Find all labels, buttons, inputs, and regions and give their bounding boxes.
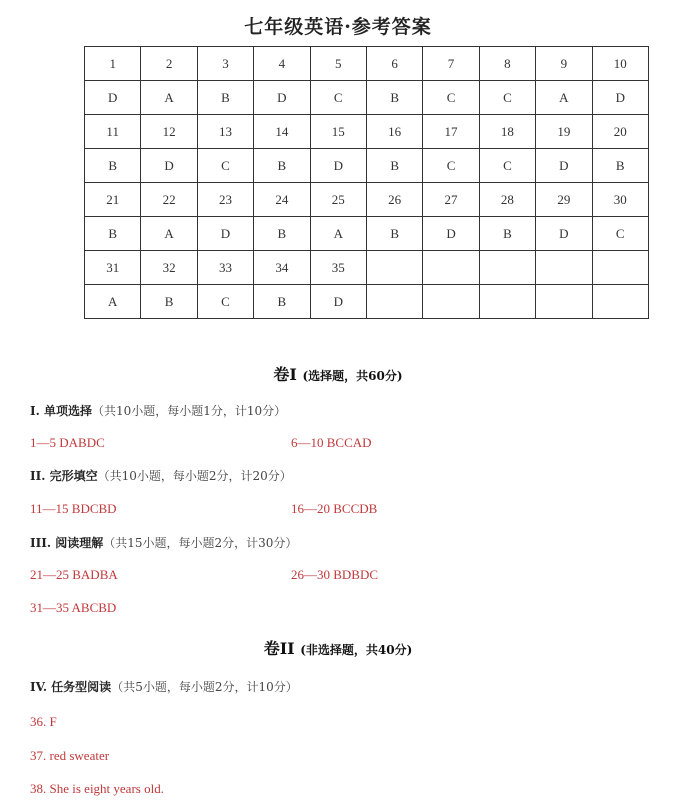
table-cell: D — [536, 217, 592, 251]
answer-line: 16—20 BCCDB — [291, 501, 378, 516]
table-cell: B — [254, 149, 310, 183]
table-row — [85, 47, 649, 81]
section-note: （共5小题，每小题2分，计10分） — [111, 680, 298, 694]
answer-line: 36. F — [30, 714, 57, 729]
table-cell: 2 — [141, 47, 197, 81]
table-cell — [592, 251, 648, 285]
table-cell: 20 — [592, 115, 648, 149]
table-cell: 34 — [254, 251, 310, 285]
table-cell: B — [254, 285, 310, 319]
table-cell: 17 — [423, 115, 479, 149]
page-title: 七年级英语·参考答案 — [244, 16, 432, 38]
table-cell: C — [310, 81, 366, 115]
table-row — [85, 149, 649, 183]
table-cell: 16 — [366, 115, 422, 149]
table-cell: B — [366, 217, 422, 251]
table-cell: C — [479, 81, 535, 115]
part2-heading-main: 卷II — [263, 639, 295, 658]
table-cell: 4 — [254, 47, 310, 81]
part1-heading-note: (选择题，共60分) — [302, 369, 403, 383]
table-cell: 10 — [592, 47, 648, 81]
table-cell: 13 — [197, 115, 253, 149]
table-cell: B — [479, 217, 535, 251]
table-cell: B — [197, 81, 253, 115]
table-cell: 11 — [85, 115, 141, 149]
table-cell: D — [536, 149, 592, 183]
table-cell: 7 — [423, 47, 479, 81]
table-cell: D — [197, 217, 253, 251]
table-cell: D — [592, 81, 648, 115]
table-cell: 1 — [85, 47, 141, 81]
table-cell: 14 — [254, 115, 310, 149]
table-cell: 28 — [479, 183, 535, 217]
section-title-text: III. 阅读理解 — [30, 536, 104, 550]
table-cell: D — [423, 217, 479, 251]
table-cell: D — [141, 149, 197, 183]
part2-heading — [0, 636, 676, 659]
table-cell: B — [366, 81, 422, 115]
table-cell: 9 — [536, 47, 592, 81]
table-row — [85, 183, 649, 217]
part2-heading-note: (非选择题，共40分) — [300, 643, 413, 657]
section-2-title — [30, 467, 292, 484]
table-row — [85, 251, 649, 285]
section-3-title — [30, 534, 297, 551]
answer-line: 37. red sweater — [30, 748, 110, 763]
table-cell: B — [254, 217, 310, 251]
table-cell — [536, 285, 592, 319]
answer-line: 31—35 ABCBD — [30, 600, 117, 615]
table-cell: 22 — [141, 183, 197, 217]
answer-line: 26—30 BDBDC — [291, 567, 379, 582]
table-cell: 15 — [310, 115, 366, 149]
table-cell — [479, 251, 535, 285]
table-cell: 27 — [423, 183, 479, 217]
table-cell: 3 — [197, 47, 253, 81]
table-cell: A — [85, 285, 141, 319]
table-cell: 18 — [479, 115, 535, 149]
table-cell: C — [423, 81, 479, 115]
answer-line: 11—15 BDCBD — [30, 501, 117, 516]
table-cell: 32 — [141, 251, 197, 285]
table-cell: B — [141, 285, 197, 319]
table-cell — [423, 251, 479, 285]
table-cell: 31 — [85, 251, 141, 285]
section-note: （共10小题，每小题2分，计20分） — [97, 469, 292, 483]
table-cell: 25 — [310, 183, 366, 217]
table-cell: 21 — [85, 183, 141, 217]
table-cell: 5 — [310, 47, 366, 81]
part1-heading-main: 卷I — [273, 365, 297, 384]
table-cell — [423, 285, 479, 319]
table-cell: C — [479, 149, 535, 183]
table-cell: C — [423, 149, 479, 183]
answer-table — [84, 46, 649, 319]
section-title-text: II. 完形填空 — [30, 469, 98, 483]
answer-line: 1—5 DABDC — [30, 435, 105, 450]
table-cell: A — [310, 217, 366, 251]
table-row — [85, 285, 649, 319]
table-cell: C — [197, 285, 253, 319]
table-cell: 24 — [254, 183, 310, 217]
table-cell: C — [592, 217, 648, 251]
table-cell: 12 — [141, 115, 197, 149]
table-cell: 33 — [197, 251, 253, 285]
table-row — [85, 217, 649, 251]
table-cell: 23 — [197, 183, 253, 217]
table-cell: B — [85, 149, 141, 183]
table-cell: 29 — [536, 183, 592, 217]
table-cell: 8 — [479, 47, 535, 81]
table-cell: 30 — [592, 183, 648, 217]
section-4-title — [30, 678, 298, 695]
section-title-text: IV. 任务型阅读 — [30, 680, 112, 694]
table-cell: A — [141, 81, 197, 115]
table-cell: A — [141, 217, 197, 251]
table-cell — [479, 285, 535, 319]
table-cell: B — [85, 217, 141, 251]
table-cell: D — [85, 81, 141, 115]
section-note: （共10小题，每小题1分，计10分） — [91, 404, 287, 418]
answer-line: 38. She is eight years old. — [30, 781, 164, 796]
part1-heading — [0, 362, 676, 385]
answer-line: 21—25 BADBA — [30, 567, 118, 582]
answer-line: 6—10 BCCAD — [291, 435, 372, 450]
table-cell — [592, 285, 648, 319]
table-cell — [536, 251, 592, 285]
table-row — [85, 81, 649, 115]
table-cell: 19 — [536, 115, 592, 149]
table-cell: 6 — [366, 47, 422, 81]
table-cell: D — [310, 149, 366, 183]
section-1-title — [30, 402, 286, 419]
table-cell: C — [197, 149, 253, 183]
table-cell: B — [366, 149, 422, 183]
table-cell: B — [592, 149, 648, 183]
table-cell: D — [254, 81, 310, 115]
table-cell: 26 — [366, 183, 422, 217]
table-cell — [366, 251, 422, 285]
table-cell — [366, 285, 422, 319]
section-title-text: I. 单项选择 — [30, 404, 92, 418]
section-note: （共15小题，每小题2分，计30分） — [103, 536, 298, 550]
table-cell: A — [536, 81, 592, 115]
table-cell: 35 — [310, 251, 366, 285]
table-row — [85, 115, 649, 149]
table-cell: D — [310, 285, 366, 319]
